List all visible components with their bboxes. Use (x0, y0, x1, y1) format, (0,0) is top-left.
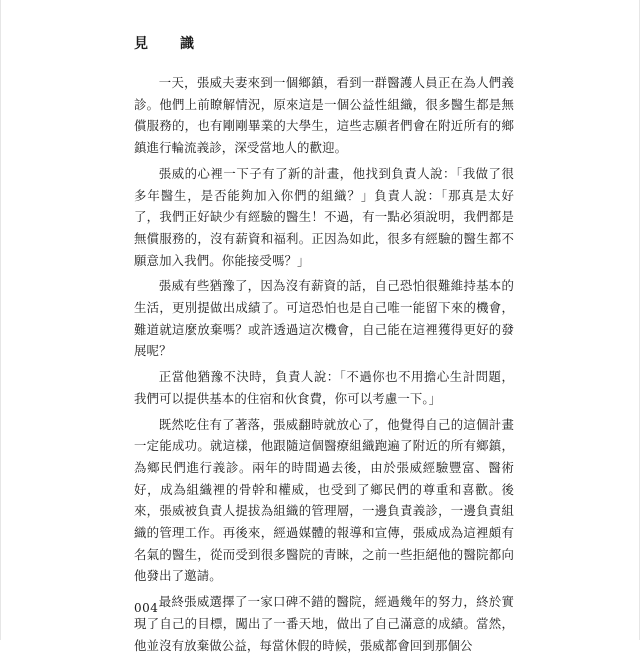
page-number: 004 (134, 601, 159, 615)
paragraph: 張威的心裡一下子有了新的計畫，他找到負責人說：「我做了很多年醫生，是否能夠加入你們的組織？」負責人說：「那真是太好了，我們正好缺少有經驗的醫生！不過，有一點必須說明，我們都是無償服務的，沒有薪資和福利。正因為如此，很多有經驗的醫生都不願意加入我們。你能接受嗎？」 (134, 165, 514, 268)
paragraph: 張威有些猶豫了，因為沒有薪資的話，自己恐怕很難維持基本的生活，更別提做出成績了。可這恐怕也是自己唯一能留下來的機會，難道就這麼放棄嗎？或許透過這次機會，自己能在這裡獲得更好的發展呢？ (134, 278, 514, 359)
paragraph: 正當他猶豫不決時，負責人說：「不過你也不用擔心生計問題，我們可以提供基本的住宿和伙食費，你可以考慮一下。」 (134, 369, 514, 406)
paragraph: 一天，張威夫妻來到一個鄉鎮，看到一群醫護人員正在為人們義診。他們上前瞭解情況，原來這是一個公益性組織，很多醫生都是無償服務的，也有剛剛畢業的大學生，這些志願者們會在附近所有的鄉鎮進行輪流義診，深受當地人的歡迎。 (134, 75, 514, 156)
paragraph: 最終張威選擇了一家口碑不錯的醫院，經過幾年的努力，終於實現了自己的目標，闖出了一番天地，做出了自己滿意的成績。當然，他並沒有放棄做公益，每當休假的時候，張威都會回到那個公 (134, 594, 514, 653)
paragraph: 既然吃住有了著落，張威翻時就放心了，他覺得自己的這個計畫一定能成功。就這樣，他跟隨這個醫療組織跑遍了附近的所有鄉鎮，為鄉民們進行義診。兩年的時間過去後，由於張威經驗豐富、醫術好，成為組織裡的骨幹和權威，也受到了鄉民們的尊重和喜歡。後來，張威被負責人提拔為組織的管理層，一邊負責義診，一邊負責組織的管理工作。再後來，經過媒體的報導和宣傳，張威成為這裡頗有名氣的醫生，從而受到很多醫院的青睞，之前一些拒絕他的醫院都向他發出了邀請。 (134, 416, 514, 584)
body-text (134, 72, 514, 660)
section-title: 見 識 (134, 36, 203, 52)
